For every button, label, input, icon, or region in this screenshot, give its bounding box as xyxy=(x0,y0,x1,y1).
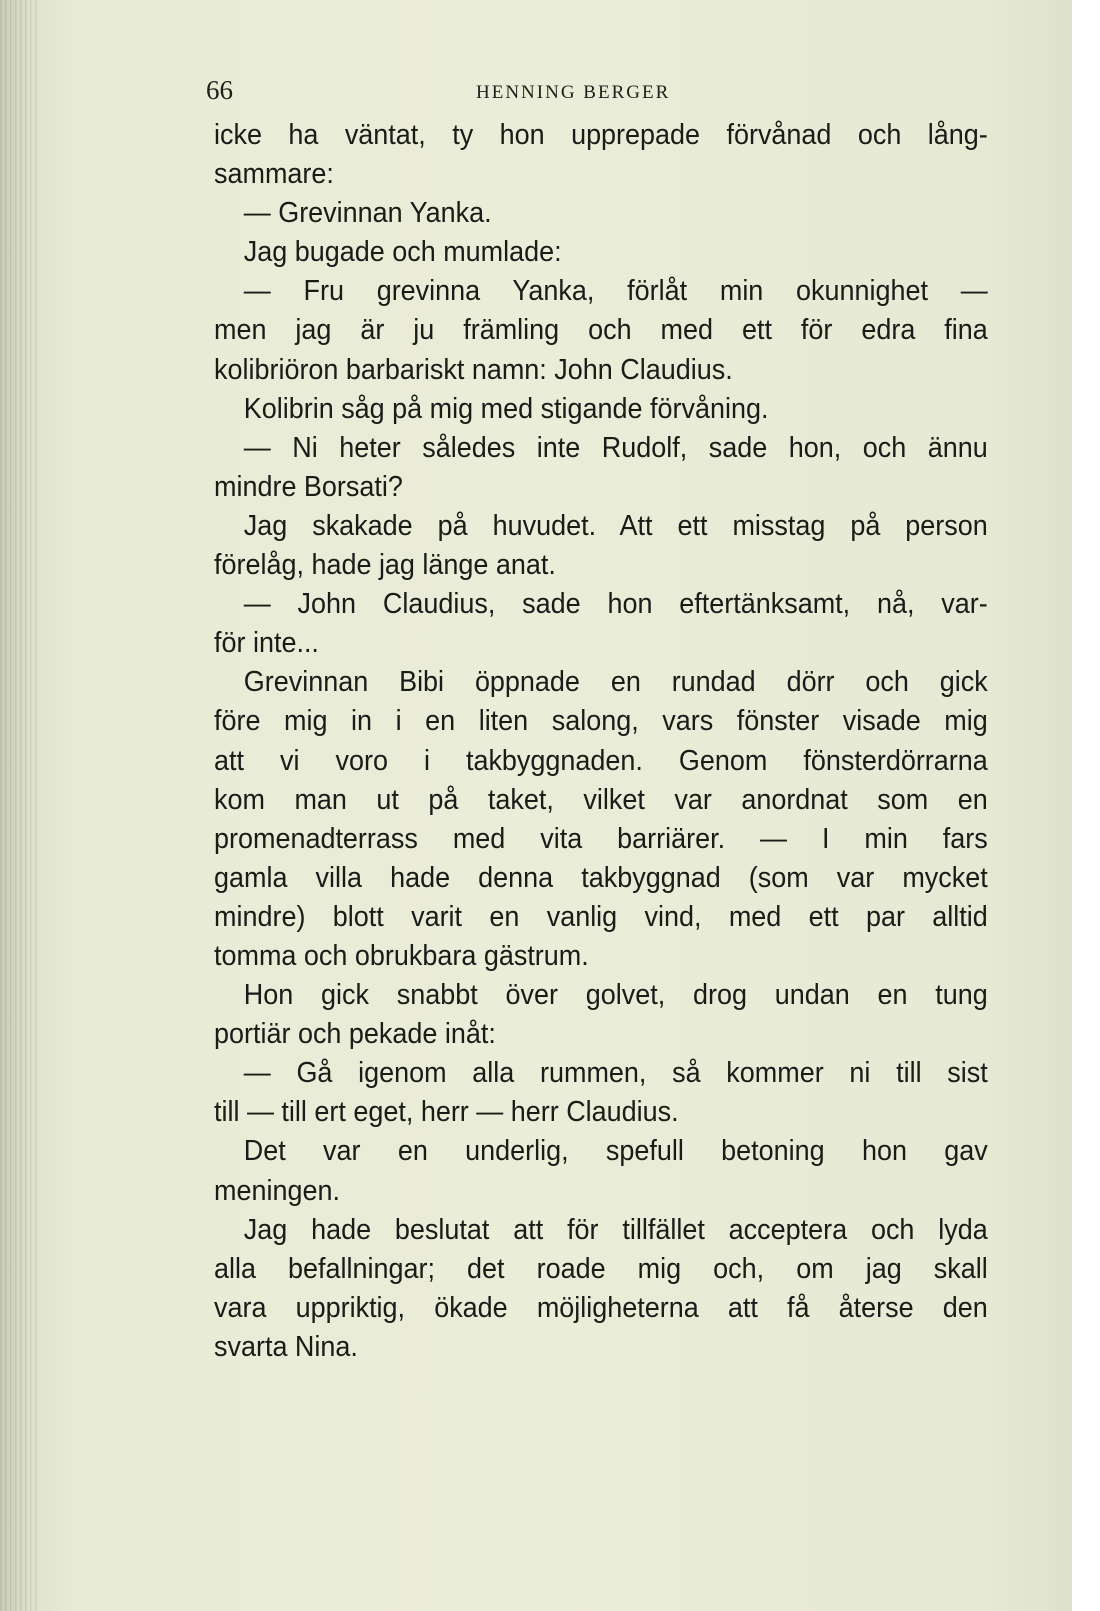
text-line: att vi voro i takbyggnaden. Genom fönsterdörrarna xyxy=(214,744,988,777)
text-line: portiär och pekade inåt: xyxy=(214,1018,496,1051)
text-line: tomma och obrukbara gästrum. xyxy=(214,939,589,972)
text-line: mindre Borsati? xyxy=(214,470,403,503)
text-line: — Fru grevinna Yanka, förlåt min okunnighet — xyxy=(243,275,988,308)
text-line: mindre) blott varit en vanlig vind, med ett par alltid xyxy=(214,900,988,933)
text-line: Hon gick snabbt över golvet, drog undan en tung xyxy=(243,979,988,1012)
text-line: förelåg, hade jag länge anat. xyxy=(214,549,556,582)
text-line: gamla villa hade denna takbyggnad (som var mycket xyxy=(214,861,988,894)
text-line: Jag bugade och mumlade: xyxy=(243,236,562,269)
text-line: kolibriöron barbariskt namn: John Claudius. xyxy=(214,353,733,386)
text-line: Grevinnan Bibi öppnade en rundad dörr och gick xyxy=(243,666,988,699)
running-head-author: HENNING BERGER xyxy=(476,82,671,103)
text-line: Det var en underlig, spefull betoning hon gav xyxy=(243,1135,988,1168)
body-text-lines xyxy=(214,116,988,1367)
text-line: kom man ut på taket, vilket var anordnat som en xyxy=(214,783,988,816)
text-line: meningen. xyxy=(214,1174,340,1207)
text-line: Kolibrin såg på mig med stigande förvåning. xyxy=(243,392,769,425)
text-line: vara uppriktig, ökade möjligheterna att få återse den xyxy=(214,1291,988,1324)
text-line: alla befallningar; det roade mig och, om jag skall xyxy=(214,1252,988,1285)
text-line: — John Claudius, sade hon eftertänksamt, nå, var- xyxy=(243,588,988,621)
page-edge xyxy=(0,0,40,1611)
text-line: icke ha väntat, ty hon upprepade förvånad och lång- xyxy=(214,119,988,151)
text-line: till — till ert eget, herr — herr Claudius. xyxy=(214,1096,679,1129)
text-line: sammare: xyxy=(214,158,334,191)
text-line: — Grevinnan Yanka. xyxy=(243,197,492,230)
text-line: — Gå igenom alla rummen, så kommer ni till sist xyxy=(243,1057,988,1090)
text-line: svarta Nina. xyxy=(214,1330,358,1363)
text-line: före mig in i en liten salong, vars fönster visade mig xyxy=(214,705,988,738)
body-text xyxy=(214,116,988,1367)
text-line: — Ni heter således inte Rudolf, sade hon, och ännu xyxy=(243,431,988,464)
text-line: promenadterrass med vita barriärer. — I min fars xyxy=(214,822,988,855)
page-number: 66 xyxy=(206,75,233,105)
text-line: för inte... xyxy=(214,627,319,660)
running-head xyxy=(206,70,726,110)
text-line: Jag skakade på huvudet. Att ett misstag på person xyxy=(243,509,988,542)
text-line: Jag hade beslutat att för tillfället acceptera och lyda xyxy=(243,1213,988,1246)
text-line: men jag är ju främling och med ett för edra fina xyxy=(214,314,988,347)
